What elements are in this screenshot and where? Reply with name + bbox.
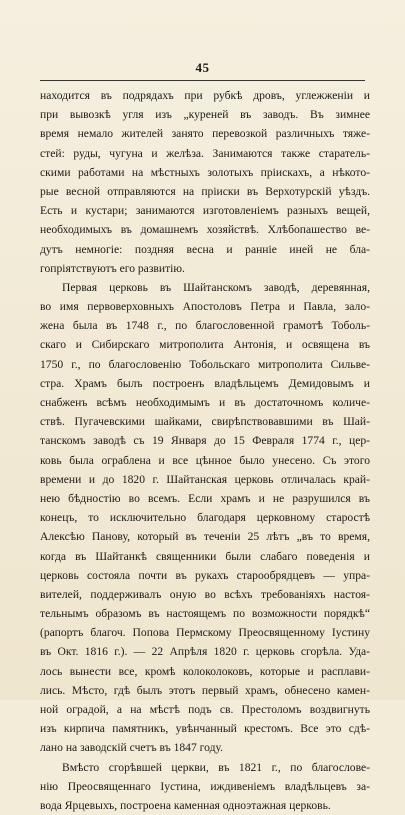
text-line: снабженъ всѣмъ необходимымъ и въ достаточномъ количе- [40, 396, 370, 409]
text-line: во имя первоверховныхъ Апостоловъ Петра и Павла, зало- [40, 300, 370, 314]
header-rule [40, 80, 365, 81]
text-line: тельнымъ образомъ въ настоящемъ по возможности порядкѣ“ [40, 607, 370, 621]
text-line: гопріятствуютъ его развитію. [40, 261, 185, 275]
text-line: Есть и кустари; занимаются изготовленіемъ разныхъ вещей, [40, 204, 370, 218]
text-line: времени и до 1820 г. Шайтанская церковь отличалась край- [40, 472, 370, 486]
text-line: изъ кирпича памятникъ, увѣнчанный крестомъ. Все это сдѣ- [40, 722, 370, 736]
text-line: время немало жителей занято перевозкой различныхъ тяже- [40, 127, 370, 141]
text-line: лано на заводскій счетъ въ 1847 году. [40, 741, 224, 755]
text-line: нію Преосвященнаго Іустина, иждивеніемъ владѣльцевъ за- [40, 779, 370, 793]
text-line: скими работами на мѣстныхъ золотыхъ пріискахъ, а нѣкото- [40, 165, 370, 179]
text-line: Первая церковь въ Шайтанскомъ заводѣ, деревянная, [62, 280, 370, 294]
body-text [40, 86, 370, 815]
text-line: конецъ, то исключительно благодаря церковному старостѣ [40, 511, 370, 525]
text-line: церковь состояла почти въ рукахъ старообрядцевъ — упра- [40, 568, 370, 582]
text-line: ковь была ограблена и все цѣнное было унесено. Съ этого [40, 453, 370, 467]
text-line: лось вынести все, кромѣ колоколоковъ, которые и расплави- [40, 664, 370, 678]
text-line: Вмѣсто сгорѣвшей церкви, въ 1821 г., по благослове- [62, 760, 370, 774]
text-line: стра. Храмъ былъ построенъ владѣльцемъ Демидовымъ и [40, 376, 370, 390]
text-line: стей: руды, чугуна и желѣза. Занимаются также старатель- [40, 146, 370, 160]
text-line: дутъ немногіе: поздняя весна и ранніе иней не бла- [40, 242, 370, 256]
text-line: Алексѣю Панову, который въ теченіи 25 лѣтъ „въ то время, [40, 530, 370, 544]
text-line: нею бѣдностію во всемъ. Если храмъ и не разрушился въ [40, 491, 370, 505]
text-line: ной оградой, а на мѣстѣ подъ св. Престоломъ воздвигнуть [40, 703, 370, 716]
text-line: въ Окт. 1816 г.). — 22 Апрѣля 1820 г. церковь сгорѣла. Уда- [40, 645, 370, 659]
text-line: при вывозкѣ угля изъ „куреней въ заводъ. Въ зимнее [40, 108, 370, 122]
text-line: необходимыхъ въ домашнемъ хозяйствѣ. Хлѣбопашество ве- [40, 223, 370, 237]
text-line: скаго и Сибирскаго митрополита Антонія, и освящена въ [40, 338, 370, 352]
text-line: лись. Мѣсто, гдѣ былъ этотъ первый храмъ, обнесено камен- [40, 683, 370, 697]
text-line: 1750 г., по благословенію Тобольскаго митрополита Сильве- [40, 357, 370, 371]
text-line: вода Ярцевыхъ, построена каменная одноэтажная церковь. [40, 798, 331, 812]
text-line: когда въ Шайтанкѣ священники были слабаго поведенія и [40, 549, 370, 563]
text-line: жена была въ 1748 г., по благословенной грамотѣ Тоболь- [40, 319, 370, 333]
text-line: танскомъ заводѣ съ 19 Января до 15 Февраля 1774 г., цер- [40, 434, 370, 448]
page-number: 45 [195, 60, 210, 75]
text-line: находится въ подрядахъ при рубкѣ дровъ, углежженіи и [40, 89, 370, 102]
text-line: (рапортъ благоч. Попова Пермскому Преосвященному Іустину [40, 626, 370, 640]
text-line: вителей, поддерживалъ оную во всѣхъ требованіяхъ настоя- [40, 587, 370, 601]
text-line: рые весной отправляются на пріиски въ Верхотурскій уѣздъ. [40, 184, 370, 198]
text-line: ствѣ. Пугачевскими шайками, свирѣпствовавшими въ Шай- [40, 415, 370, 429]
